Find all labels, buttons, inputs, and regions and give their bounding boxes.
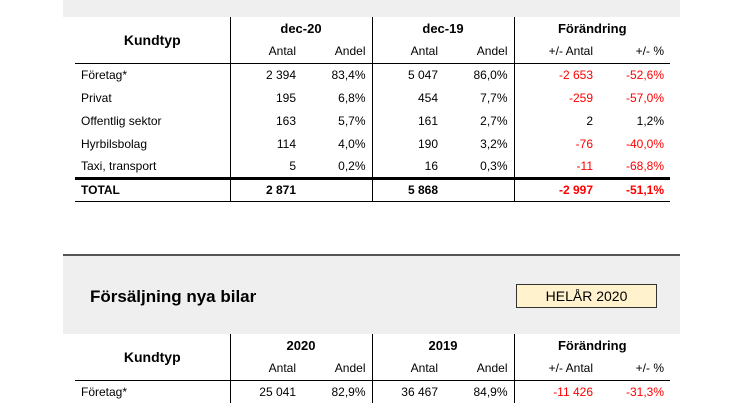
total-label: TOTAL — [75, 178, 230, 201]
table-row — [75, 63, 670, 86]
cell-antal-2: 161 — [372, 109, 444, 132]
sales-table-full-year — [75, 334, 670, 403]
cell-antal-2: 36 467 — [372, 380, 444, 403]
table-row — [75, 380, 670, 403]
total-change-abs: -2 997 — [514, 178, 599, 201]
cell-andel-2: 84,9% — [473, 384, 508, 399]
total-change-pct: -51,1% — [599, 178, 670, 201]
cell-change-abs: 2 — [514, 109, 599, 132]
section-header-full-year — [63, 254, 680, 334]
cell-change-abs: -76 — [514, 132, 599, 155]
subheader-antal: Antal — [230, 357, 302, 380]
table-header-row — [75, 334, 670, 357]
row-label: Företag* — [81, 384, 128, 399]
row-label: Privat — [81, 90, 112, 105]
column-header-period2: dec-19 — [372, 17, 514, 40]
subheader-andel: Andel — [444, 40, 514, 63]
cell-change-pct: -52,6% — [625, 67, 664, 82]
total-andel-1 — [302, 178, 372, 201]
subheader-change-abs: +/- Antal — [514, 40, 599, 63]
cell-antal-2: 454 — [372, 86, 444, 109]
section-title: Försäljning nya bilar — [90, 287, 257, 306]
table-row — [75, 132, 670, 155]
cell-change-abs: -11 426 — [514, 380, 599, 403]
cell-antal-2: 190 — [372, 132, 444, 155]
subheader-change-pct: +/- % — [599, 357, 670, 380]
cell-antal-1: 114 — [230, 132, 302, 155]
column-header-period1: 2020 — [230, 334, 372, 357]
subheader-change-abs: +/- Antal — [514, 357, 599, 380]
cell-antal-1: 5 — [230, 155, 302, 178]
cell-andel-2: 3,2% — [480, 136, 508, 151]
column-header-period1: dec-20 — [230, 17, 372, 40]
cell-antal-1: 195 — [230, 86, 302, 109]
subheader-andel: Andel — [302, 40, 372, 63]
cell-change-pct: -68,8% — [625, 158, 664, 173]
cell-andel-1: 0,2% — [338, 158, 366, 173]
row-label: Taxi, transport — [81, 158, 157, 173]
cell-andel-1: 83,4% — [331, 67, 366, 82]
subheader-antal: Antal — [372, 357, 444, 380]
cell-change-pct: -57,0% — [625, 90, 664, 105]
top-band — [63, 0, 680, 17]
total-antal-1: 2 871 — [230, 178, 302, 201]
table-row — [75, 155, 670, 178]
column-header-kundtyp: Kundtyp — [75, 334, 230, 380]
total-antal-2: 5 868 — [372, 178, 444, 201]
table-row — [75, 109, 670, 132]
cell-change-pct: 1,2% — [636, 113, 664, 128]
total-row — [75, 178, 670, 201]
cell-andel-2: 86,0% — [473, 67, 508, 82]
subheader-andel: Andel — [444, 357, 514, 380]
cell-andel-1: 6,8% — [338, 90, 366, 105]
total-andel-2 — [444, 178, 514, 201]
column-header-kundtyp: Kundtyp — [75, 17, 230, 63]
cell-antal-1: 2 394 — [230, 63, 302, 86]
cell-change-abs: -2 653 — [514, 63, 599, 86]
cell-antal-2: 5 047 — [372, 63, 444, 86]
cell-andel-2: 7,7% — [480, 90, 508, 105]
subheader-andel: Andel — [302, 357, 372, 380]
cell-andel-2: 0,3% — [480, 158, 508, 173]
sales-table-december — [75, 17, 670, 202]
cell-change-abs: -11 — [514, 155, 599, 178]
cell-change-pct: -31,3% — [625, 384, 664, 399]
row-label: Företag* — [81, 67, 128, 82]
row-label: Offentlig sektor — [81, 113, 162, 128]
column-header-change: Förändring — [514, 334, 670, 357]
cell-andel-1: 4,0% — [338, 136, 366, 151]
cell-andel-2: 2,7% — [480, 113, 508, 128]
period-badge: HELÅR 2020 — [516, 284, 657, 308]
table-row — [75, 86, 670, 109]
column-header-period2: 2019 — [372, 334, 514, 357]
cell-andel-1: 5,7% — [338, 113, 366, 128]
cell-andel-1: 82,9% — [331, 384, 366, 399]
column-header-change: Förändring — [514, 17, 670, 40]
subheader-antal: Antal — [230, 40, 302, 63]
cell-change-pct: -40,0% — [625, 136, 664, 151]
cell-antal-1: 163 — [230, 109, 302, 132]
table-header-row — [75, 17, 670, 40]
subheader-change-pct: +/- % — [599, 40, 670, 63]
subheader-antal: Antal — [372, 40, 444, 63]
cell-antal-1: 25 041 — [230, 380, 302, 403]
cell-change-abs: -259 — [514, 86, 599, 109]
cell-antal-2: 16 — [372, 155, 444, 178]
row-label: Hyrbilsbolag — [81, 136, 148, 151]
